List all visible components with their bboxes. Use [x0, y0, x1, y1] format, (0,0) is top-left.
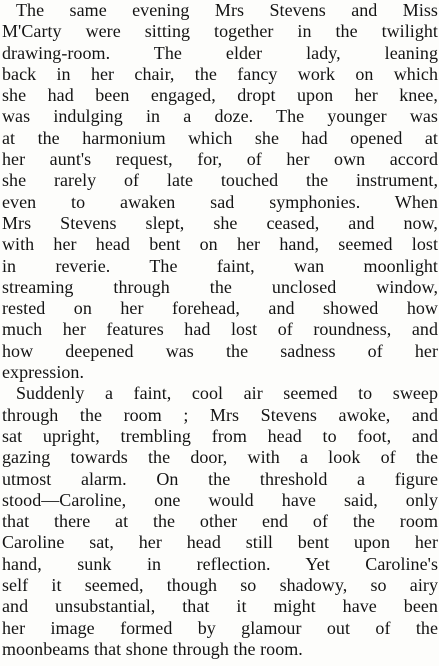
text-line: expression. — [2, 362, 85, 383]
text-line: and unsubstantial, that it might have been — [2, 596, 438, 617]
text-line: she had been engaged, dropt upon her knee, — [2, 85, 438, 106]
text-line: moonbeams that shone through the room. — [2, 638, 303, 659]
text-line: she rarely of late touched the instrument, — [2, 170, 438, 191]
text-line: self it seemed, though so shadowy, so airy — [2, 575, 438, 596]
text-line: was indulging in a doze. The younger was — [2, 106, 438, 127]
text-line: utmost alarm. On the threshold a figure — [2, 468, 438, 489]
text-line: drawing-room. The elder lady, leaning — [2, 42, 438, 63]
text-line: with her head bent on her hand, seemed lost — [2, 234, 438, 255]
text-line: Suddenly a faint, cool air seemed to sweep — [16, 383, 438, 404]
text-line: through the room ; Mrs Stevens awoke, and — [2, 404, 438, 425]
article-text — [2, 0, 438, 660]
text-line: sat upright, trembling from head to foot, and — [2, 425, 438, 446]
text-line: streaming through the unclosed window, — [2, 276, 438, 297]
text-line: much her features had lost of roundness, and — [2, 319, 438, 340]
text-line: at the harmonium which she had opened at — [2, 127, 438, 148]
text-line: gazing towards the door, with a look of the — [2, 447, 438, 468]
paragraph-1 — [2, 0, 438, 383]
text-line: her aunt's request, for, of her own accord — [2, 149, 438, 170]
text-line: her image formed by glamour out of the — [2, 617, 438, 638]
text-line: Caroline sat, her head still bent upon her — [2, 532, 438, 553]
text-line: even to awaken sad symphonies. When — [2, 191, 438, 212]
text-line: Mrs Stevens slept, she ceased, and now, — [2, 212, 438, 233]
text-line: that there at the other end of the room — [2, 511, 438, 532]
text-line: hand, sunk in reflection. Yet Caroline's — [2, 553, 438, 574]
text-line: back in her chair, the fancy work on which — [2, 63, 438, 84]
text-line: in reverie. The faint, wan moonlight — [2, 255, 438, 276]
text-line: how deepened was the sadness of her — [2, 340, 438, 361]
text-line: The same evening Mrs Stevens and Miss — [16, 0, 438, 20]
text-line: rested on her forehead, and showed how — [2, 298, 438, 319]
paragraph-2 — [2, 383, 438, 660]
text-line: stood—Caroline, one would have said, only — [2, 489, 438, 510]
text-line: M'Carty were sitting together in the twilight — [2, 21, 438, 42]
